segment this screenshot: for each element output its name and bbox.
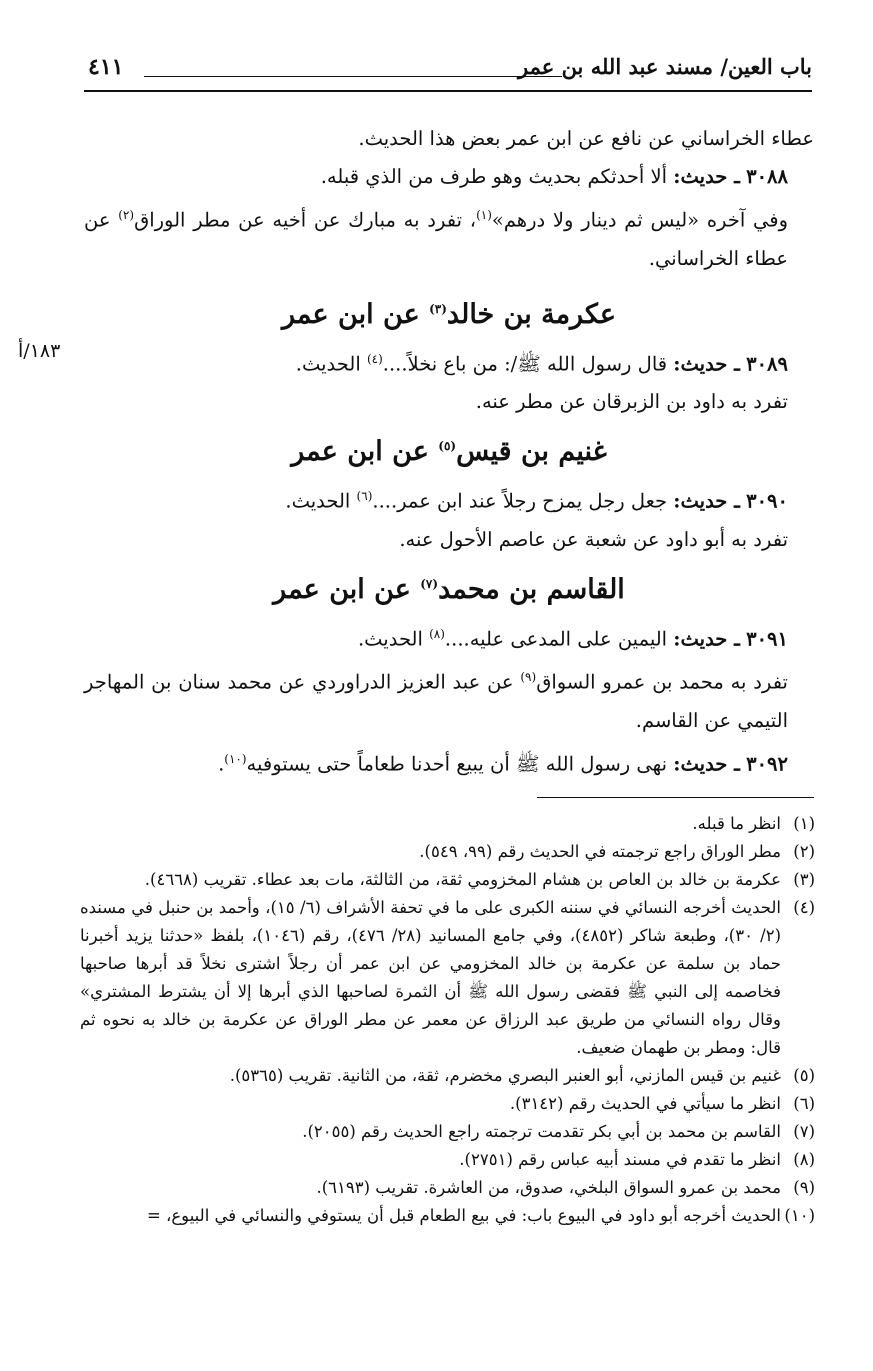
footnote bbox=[80, 894, 815, 1062]
section-heading bbox=[84, 284, 814, 340]
hadith-number: ٣٠٩٢ bbox=[746, 752, 788, 775]
section-title: القاسم بن محمد bbox=[438, 573, 625, 605]
margin-reference: ١٨٣/أ bbox=[18, 340, 61, 362]
footnotes bbox=[80, 810, 815, 1230]
hadith-tail: الحديث. bbox=[295, 352, 367, 375]
paragraph: تفرد به أبو داود عن شعبة عن عاصم الأحول عنه. bbox=[399, 527, 788, 551]
hadith-label: حديث: bbox=[673, 165, 728, 188]
footnote-number: (٨) bbox=[793, 1150, 815, 1169]
page-number: ٤١١ bbox=[88, 54, 124, 80]
hadith-label: حديث: bbox=[673, 627, 728, 650]
footnote-ref: (١) bbox=[476, 208, 492, 222]
footnote-text: الحديث أخرجه أبو داود في البيوع باب: في بيع الطعام قبل أن يستوفي والنسائي في البيوع، = bbox=[146, 1206, 781, 1225]
footnote-number: (١٠) bbox=[784, 1206, 815, 1225]
footnote bbox=[80, 1174, 815, 1202]
footnote-number: (٣) bbox=[793, 870, 815, 889]
footnote-ref: (٣) bbox=[429, 301, 447, 316]
hadith-3092: ٣٠٩٢ ـ حديث: نهى رسول الله ﷺ أن يبيع أحدنا طعاماً حتى يستوفيه$^{(١٠)}$. bbox=[218, 751, 788, 775]
text-run: ، تفرد به مبارك عن أخيه عن مطر الوراق bbox=[134, 208, 477, 232]
footnote bbox=[80, 810, 815, 838]
header-title: باب العين/ مسند عبد الله بن عمر bbox=[518, 54, 812, 79]
hadith-number: ٣٠٩٠ bbox=[746, 489, 788, 513]
section-title-rest: عن ابن عمر bbox=[291, 436, 439, 467]
text-run: وفي آخره «ليس ثم دينار ولا درهم» bbox=[491, 208, 789, 232]
hadith-label: حديث: bbox=[673, 489, 728, 513]
footnote-text: عكرمة بن خالد بن العاص بن هشام المخزومي ثقة، من الثالثة، مات بعد عطاء. تقريب (٤٦٦٨). bbox=[144, 870, 781, 889]
footnote-number: (٦) bbox=[793, 1094, 815, 1113]
footnote-text: انظر ما تقدم في مسند أبيه عباس رقم (٢٧٥١). bbox=[459, 1150, 781, 1169]
hadith-3091: ٣٠٩١ ـ حديث: اليمين على المدعى عليه....$^{(٨)}$ الحديث. bbox=[357, 626, 788, 650]
hadith-tail: الحديث. bbox=[285, 489, 357, 513]
footnote-ref: (٧) bbox=[420, 576, 439, 591]
footnote-ref: (٥) bbox=[438, 439, 457, 453]
footnote-number: (٧) bbox=[793, 1122, 815, 1141]
footnote-ref: (٩) bbox=[520, 670, 537, 684]
footnote-number: (٤) bbox=[793, 898, 815, 917]
paragraph bbox=[84, 196, 814, 278]
footnote bbox=[80, 866, 815, 894]
footnote-ref: (٤) bbox=[366, 351, 383, 366]
section-heading bbox=[84, 421, 814, 477]
section-title: غنيم بن قيس bbox=[456, 436, 607, 467]
section-title: عكرمة بن خالد bbox=[446, 298, 616, 330]
footnote-text: القاسم بن محمد بن أبي بكر تقدمت ترجمته راجع الحديث رقم (٢٠٥٥). bbox=[302, 1122, 781, 1141]
footnote bbox=[80, 1118, 815, 1146]
footnote bbox=[80, 1090, 815, 1118]
footnote-ref: (٦) bbox=[356, 489, 373, 503]
hadith-3088: ٣٠٨٨ ـ حديث: ألا أحدثكم بحديث وهو طرف من الذي قبله. bbox=[320, 165, 788, 188]
header-rule bbox=[84, 90, 812, 92]
footnote-ref: (٨) bbox=[429, 626, 445, 641]
footnote-number: (٩) bbox=[793, 1178, 815, 1197]
header-line bbox=[144, 76, 562, 77]
hadith-text: نهى رسول الله ﷺ أن يبيع أحدنا طعاماً حتى يستوفيه bbox=[246, 752, 668, 775]
footnote-text: مطر الوراق راجع ترجمته في الحديث رقم (٩٩، ٥٤٩). bbox=[419, 842, 781, 861]
hadith-text: اليمين على المدعى عليه.... bbox=[444, 627, 668, 650]
footnote bbox=[80, 838, 815, 866]
paragraph: عطاء الخراساني عن نافع عن ابن عمر بعض هذا الحديث. bbox=[358, 127, 814, 150]
hadith-label: حديث: bbox=[673, 352, 728, 375]
running-header bbox=[84, 50, 812, 90]
footnote-text: انظر ما سيأتي في الحديث رقم (٣١٤٢). bbox=[509, 1094, 781, 1113]
hadith-label: حديث: bbox=[673, 752, 728, 775]
section-title-rest: عن ابن عمر bbox=[273, 573, 421, 605]
footnote bbox=[80, 1146, 815, 1174]
footnote-number: (٥) bbox=[793, 1066, 815, 1085]
footnote-text: انظر ما قبله. bbox=[692, 814, 781, 833]
paragraph bbox=[84, 658, 814, 740]
footnote bbox=[80, 1062, 815, 1090]
footnote-number: (٢) bbox=[793, 842, 815, 861]
hadith-number: ٣٠٨٨ bbox=[746, 165, 788, 188]
hadith-tail: الحديث. bbox=[357, 627, 430, 650]
footnote-separator bbox=[537, 797, 814, 798]
hadith-number: ٣٠٨٩ bbox=[746, 352, 788, 375]
text-run: عن عبد العزيز الدراوردي عن محمد سنان بن المهاجر التيمي عن القاسم. bbox=[84, 670, 788, 732]
footnote-text: الحديث أخرجه النسائي في سننه الكبرى على ما في تحفة الأشراف (٦/ ١٥)، وأحمد بن حنبل في مسنده (٢/ ٣٠)، وطبعة شاكر (٤٨٥٢)، وفي جامع المسانيد (٢٨/ ٤٧٦)، رقم (١٠٤٦)، بلفظ «حدثنا يزيد أخبرنا حماد بن سلمة عن عكرمة بن خالد المخزومي عن ابن عمر أن رجلاً اشترى نخلاً قد أبرها صاحبها فخاصمه إلى النبي ﷺ فقضى رسول الله ﷺ أن الثمرة لصاحبها الذي أبرها إلا أن يشترط المشتري» وقال رواه النسائي من طريق عبد الرزاق عن معمر عن مطر الوراق عن عكرمة بن خالد به نحوه ثم قال: ومطر بن طهمان ضعيف. bbox=[80, 898, 781, 1057]
footnote-ref: (١٠) bbox=[224, 751, 247, 766]
hadith-text: جعل رجل يمزح رجلاً عند ابن عمر.... bbox=[372, 489, 668, 513]
main-text bbox=[84, 120, 814, 783]
footnote-number: (١) bbox=[793, 814, 815, 833]
paragraph: تفرد به داود بن الزبرقان عن مطر عنه. bbox=[475, 390, 788, 413]
hadith-text: ألا أحدثكم بحديث وهو طرف من الذي قبله. bbox=[320, 165, 668, 188]
text-run: عن عطاء الخراساني. bbox=[84, 208, 788, 270]
footnote-text: غنيم بن قيس المازني، أبو العنبر البصري مخضرم، ثقة، من الثانية. تقريب (٥٣٦٥). bbox=[229, 1066, 781, 1085]
footnote-ref: (٢) bbox=[118, 208, 135, 222]
footnote bbox=[80, 1202, 815, 1230]
hadith-text: قال رسول الله ﷺ/: من باع نخلاً.... bbox=[382, 352, 668, 375]
hadith-3089: ٣٠٨٩ ـ حديث: قال رسول الله ﷺ/: من باع نخلاً....$^{(٤)}$ الحديث. bbox=[295, 351, 788, 375]
hadith-number: ٣٠٩١ bbox=[746, 627, 788, 650]
text-run: تفرد به محمد بن عمرو السواق bbox=[536, 670, 788, 694]
section-heading bbox=[84, 559, 814, 615]
footnote-text: محمد بن عمرو السواق البلخي، صدوق، من العاشرة. تقريب (٦١٩٣). bbox=[316, 1178, 781, 1197]
hadith-tail: . bbox=[218, 752, 225, 775]
hadith-3090: ٣٠٩٠ ـ حديث: جعل رجل يمزح رجلاً عند ابن عمر....$^{(٦)}$ الحديث. bbox=[285, 489, 788, 513]
section-title-rest: عن ابن عمر bbox=[282, 298, 430, 330]
